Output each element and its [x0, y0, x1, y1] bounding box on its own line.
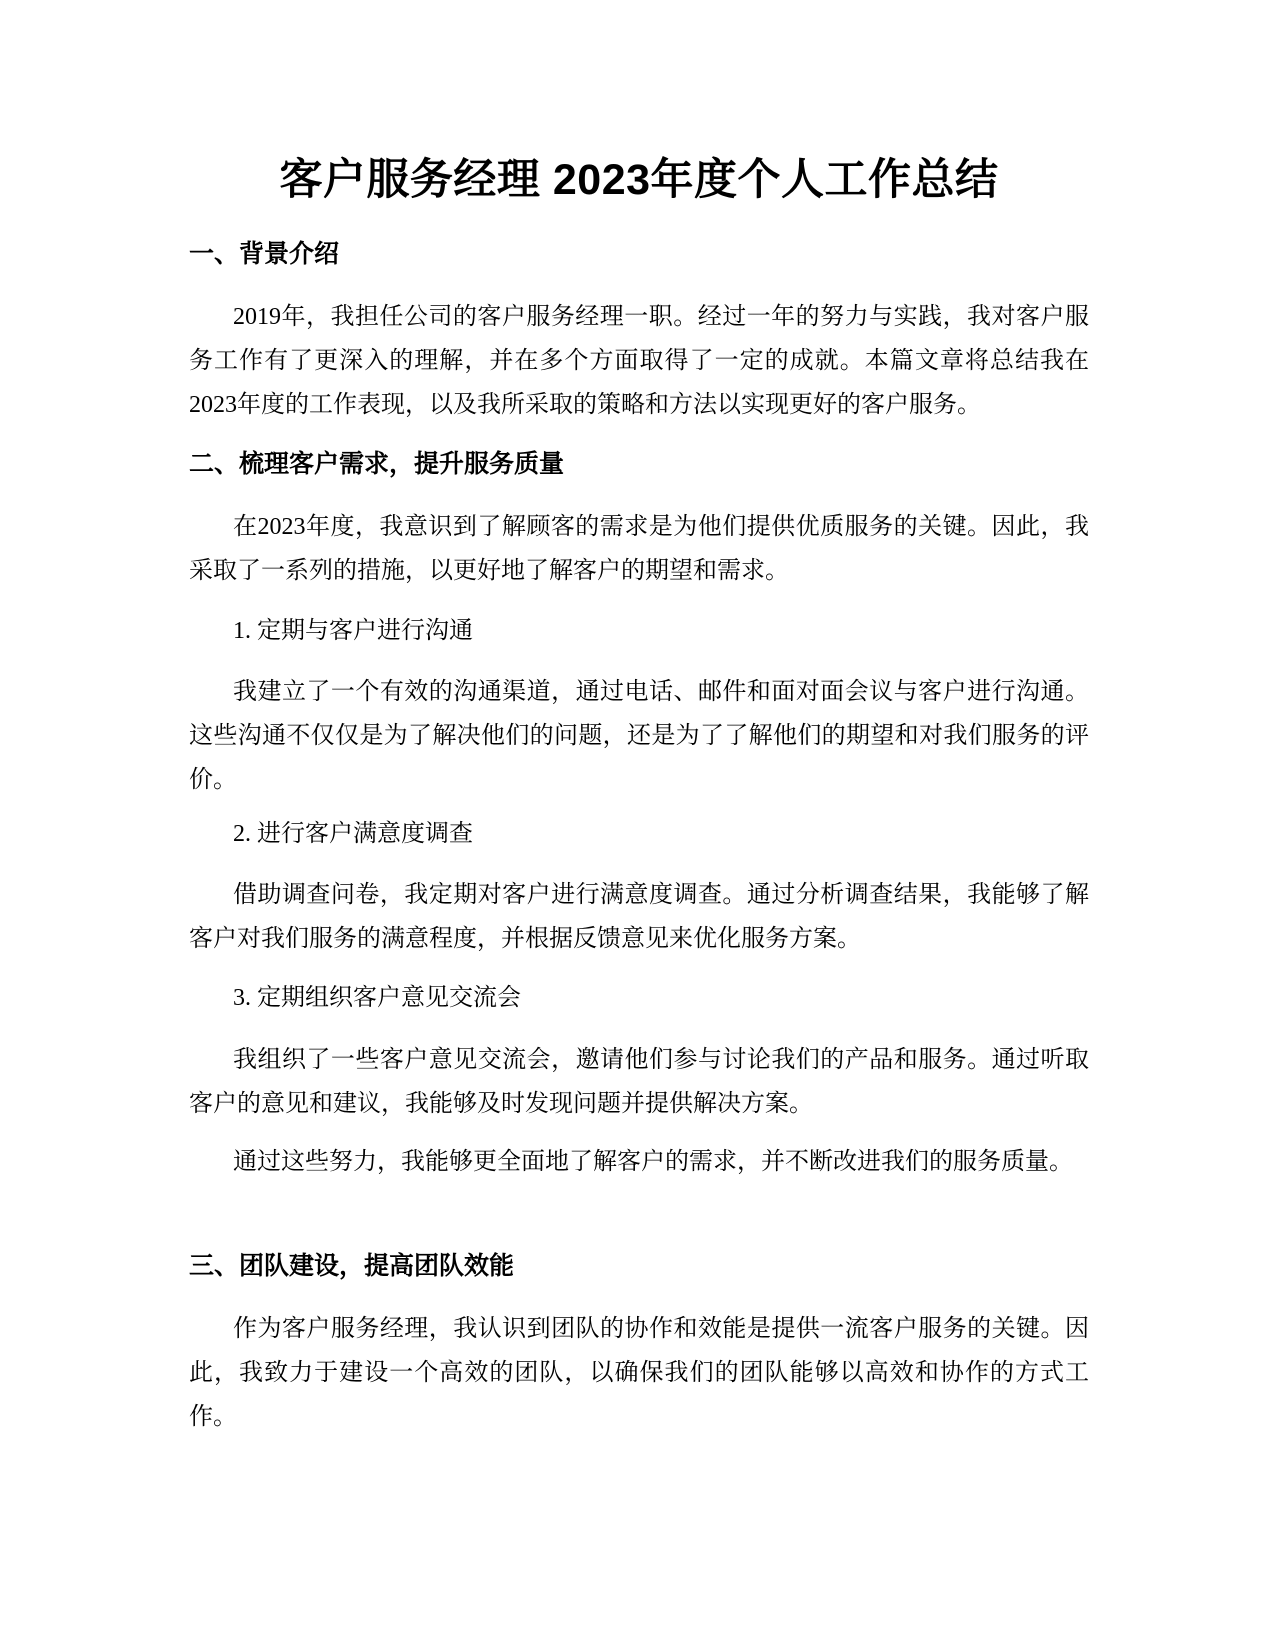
- list-item-satisfaction-survey: 2. 进行客户满意度调查: [233, 821, 473, 847]
- paragraph-feedback-meetings: 我组织了一些客户意见交流会，邀请他们参与讨论我们的产品和服务。通过听取客户的意见和建议，我能够及时发现问题并提供解决方案。: [189, 1047, 1089, 1117]
- section-heading-background: 一、背景介绍: [189, 240, 340, 268]
- document-title: 客户服务经理 2023年度个人工作总结: [279, 156, 999, 204]
- paragraph-satisfaction-survey: 借助调查问卷，我定期对客户进行满意度调查。通过分析调查结果，我能够了解客户对我们服务的满意程度，并根据反馈意见来优化服务方案。: [189, 882, 1089, 952]
- section-heading-team-building: 三、团队建设，提高团队效能: [189, 1252, 515, 1280]
- paragraph-customer-needs-conclusion: 通过这些努力，我能够更全面地了解客户的需求，并不断改进我们的服务质量。: [233, 1149, 1073, 1175]
- list-item-communication: 1. 定期与客户进行沟通: [233, 618, 473, 644]
- section-heading-customer-needs: 二、梳理客户需求，提升服务质量: [189, 450, 565, 478]
- paragraph-team-building: 作为客户服务经理，我认识到团队的协作和效能是提供一流客户服务的关键。因此，我致力于建设一个高效的团队，以确保我们的团队能够以高效和协作的方式工作。: [189, 1316, 1089, 1430]
- list-item-feedback-meetings: 3. 定期组织客户意见交流会: [233, 985, 521, 1011]
- paragraph-background: 2019年，我担任公司的客户服务经理一职。经过一年的努力与实践，我对客户服务工作有了更深入的理解，并在多个方面取得了一定的成就。本篇文章将总结我在2023年度的工作表现，以及我所采取的策略和方法以实现更好的客户服务。: [189, 304, 1089, 418]
- paragraph-customer-needs-intro: 在2023年度，我意识到了解顾客的需求是为他们提供优质服务的关键。因此，我采取了一系列的措施，以更好地了解客户的期望和需求。: [189, 514, 1089, 584]
- paragraph-communication: 我建立了一个有效的沟通渠道，通过电话、邮件和面对面会议与客户进行沟通。这些沟通不仅仅是为了解决他们的问题，还是为了了解他们的期望和对我们服务的评价。: [189, 679, 1089, 793]
